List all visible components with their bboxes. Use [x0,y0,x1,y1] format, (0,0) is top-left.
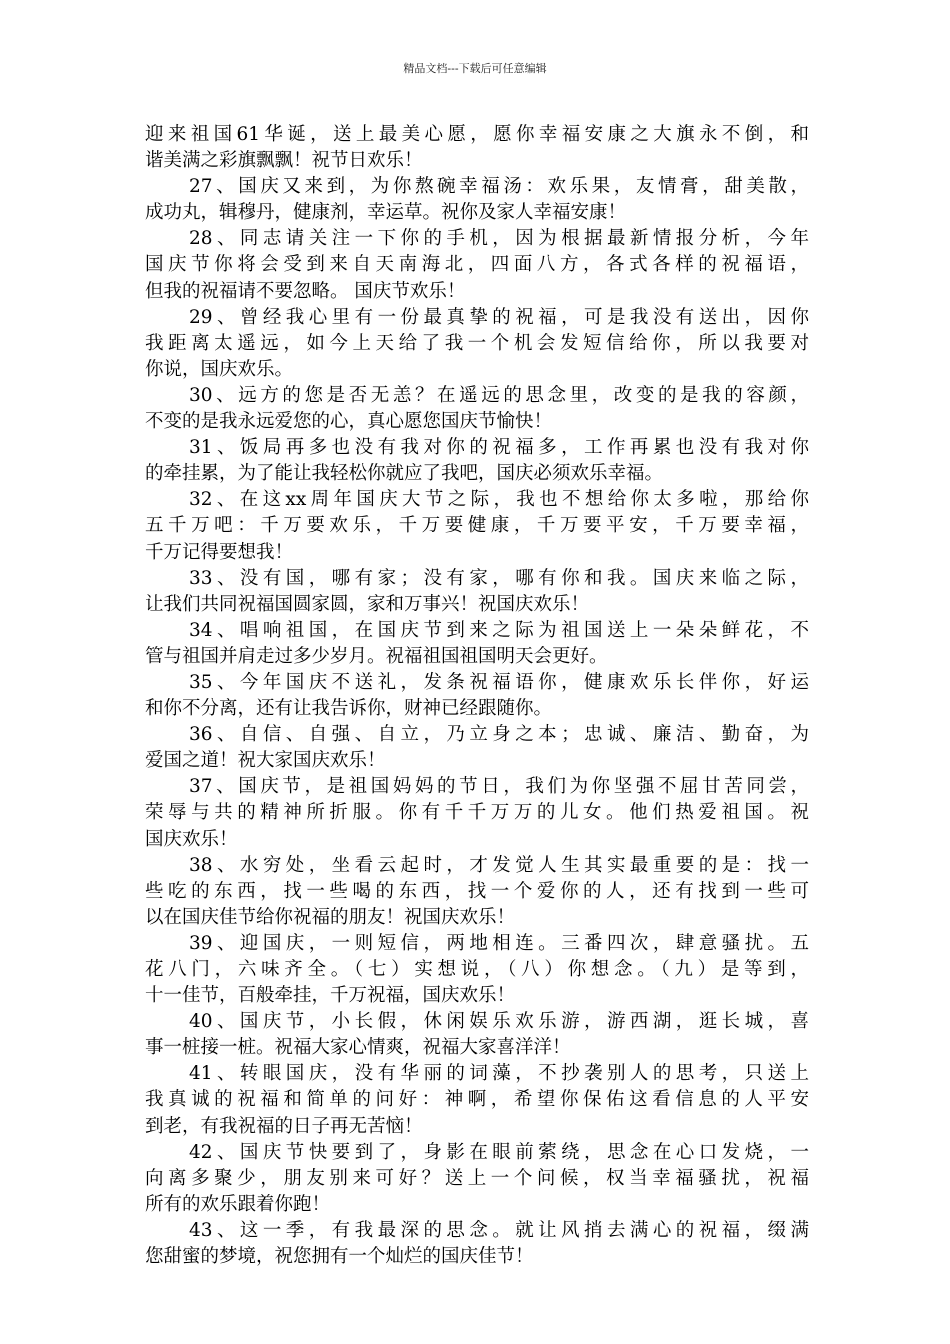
text-line: 迎来祖国61华诞，送上最美心愿，愿你幸福安康之大旗永不倒，和 [145,124,809,145]
text-line: 五千万吧：千万要欢乐，千万要健康，千万要平安，千万要幸福， [145,515,809,537]
text-line: 不变的是我永远爱您的心，真心愿您国庆节愉快！ [145,411,553,433]
text-line: 成功丸，辑穆丹，健康剂，幸运草。祝你及家人幸福安康！ [145,202,627,224]
text-line: 些吃的东西，找一些喝的东西，找一个爱你的人，还有找到一些可 [145,880,809,902]
text-line: 32、在这xx周年国庆大节之际，我也不想给你太多啦，那给你 [189,489,809,511]
text-line: 34、唱响祖国，在国庆节到来之际为祖国送上一朵朵鲜花，不 [189,619,809,641]
text-line: 28、同志请关注一下你的手机，因为根据最新情报分析，今年 [189,228,809,250]
text-line: 国庆欢乐！ [145,828,238,850]
text-line: 的牵挂累，为了能让我轻松你就应了我吧，国庆必须欢乐幸福。 [145,463,664,485]
text-line: 43、这一季，有我最深的思念。就让风捎去满心的祝福，缀满 [189,1219,809,1241]
text-line: 37、国庆节，是祖国妈妈的节日，我们为你坚强不屈甘苦同尝， [189,776,809,798]
text-line: 管与祖国并肩走过多少岁月。祝福祖国祖国明天会更好。 [145,645,608,667]
text-line: 我距离太遥远，如今上天给了我一个机会发短信给你，所以我要对 [145,332,809,354]
text-line: 你说，国庆欢乐。 [145,358,294,380]
text-line: 但我的祝福请不要忽略。 国庆节欢乐！ [145,280,466,302]
text-line: 到老，有我祝福的日子再无苦恼！ [145,1115,423,1137]
text-line: 27、国庆又来到，为你熬碗幸福汤：欢乐果，友情膏，甜美散， [189,176,809,198]
text-line: 千万记得要想我！ [145,541,294,563]
text-line: 31、饭局再多也没有我对你的祝福多，工作再累也没有我对你 [189,437,809,459]
text-line: 十一佳节，百般牵挂，千万祝福，国庆欢乐！ [145,985,516,1007]
text-line: 向离多聚少，朋友别来可好？送上一个问候，权当幸福骚扰，祝福 [145,1167,809,1189]
text-line: 38、水穷处，坐看云起时，才发觉人生其实最重要的是：找一 [189,854,809,876]
text-line: 42、国庆节快要到了，身影在眼前萦绕，思念在心口发烧，一 [189,1141,809,1163]
text-line: 谐美满之彩旗飘飘！祝节日欢乐！ [145,150,423,172]
text-line: 35、今年国庆不送礼，发条祝福语你，健康欢乐长伴你，好运 [189,671,809,693]
text-line: 36、自信、自强、自立，乃立身之本；忠诚、廉洁、勤奋，为 [189,724,809,746]
document-body [145,122,809,1270]
text-line: 事一桩接一桩。祝福大家心情爽，祝福大家喜洋洋！ [145,1037,571,1059]
text-line: 40、国庆节，小长假，休闲娱乐欢乐游，游西湖，逛长城，喜 [189,1011,809,1033]
page-header: 精品文档---下载后可任意编辑 [403,62,547,75]
text-line: 以在国庆佳节给你祝福的朋友！祝国庆欢乐！ [145,906,516,928]
text-line: 荣辱与共的精神所折服。你有千千万万的儿女。他们热爱祖国。祝 [145,802,809,824]
text-line: 您甜蜜的梦境，祝您拥有一个灿烂的国庆佳节！ [145,1246,534,1268]
text-line: 39、迎国庆，一则短信，两地相连。三番四次，肆意骚扰。五 [189,932,809,954]
text-line: 30、远方的您是否无恙？在遥远的思念里，改变的是我的容颜， [189,384,809,406]
text-line: 29、曾经我心里有一份最真挚的祝福，可是我没有送出，因你 [189,306,809,328]
text-line: 33、没有国，哪有家；没有家，哪有你和我。国庆来临之际， [189,567,809,589]
text-line: 所有的欢乐跟着你跑！ [145,1193,331,1215]
text-line: 让我们共同祝福国圆家圆，家和万事兴！祝国庆欢乐！ [145,593,590,615]
text-line: 和你不分离，还有让我告诉你，财神已经跟随你。 [145,698,553,720]
text-line: 41、转眼国庆，没有华丽的词藻，不抄袭别人的思考，只送上 [189,1063,809,1085]
text-line: 花八门，六味齐全。（七）实想说，（八）你想念。（九）是等到， [145,959,809,980]
text-line: 国庆节你将会受到来自天南海北，四面八方，各式各样的祝福语， [145,254,809,276]
text-line: 我真诚的祝福和简单的问好：神啊，希望你保佑这看信息的人平安 [145,1089,809,1111]
text-line: 爱国之道！祝大家国庆欢乐！ [145,750,386,772]
